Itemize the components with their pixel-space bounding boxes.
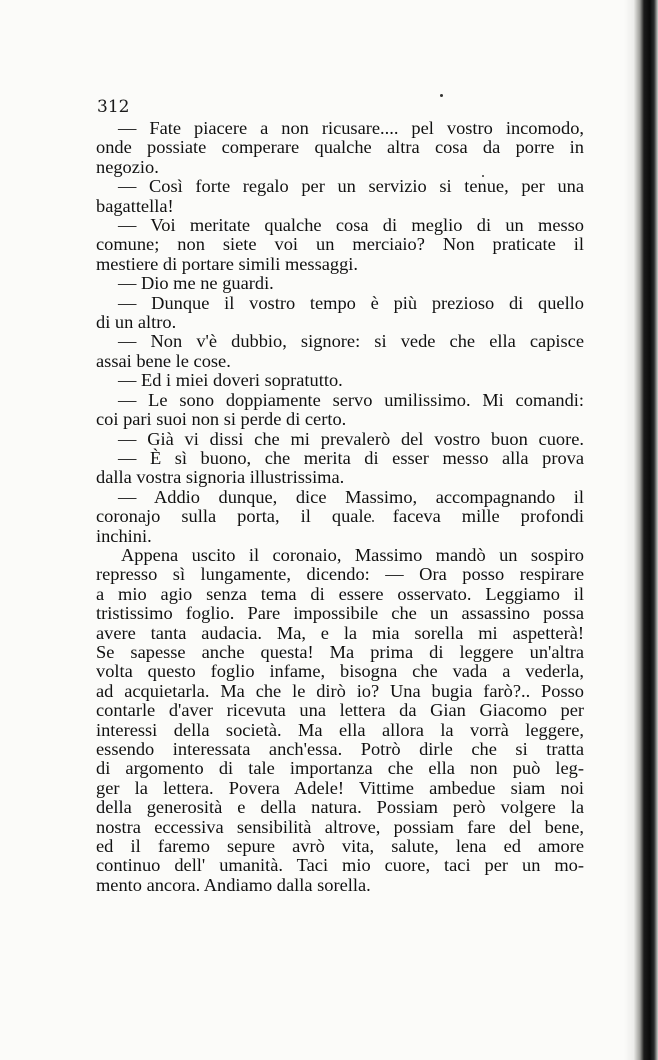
text-line: contarle d'aver ricevuta una lettera da Gian Giacomo per bbox=[96, 700, 584, 721]
text-line: — Già vi dissi che mi prevalerò del vostro buon cuore. bbox=[118, 428, 584, 449]
text-line: comune; non siete voi un merciaio? Non praticate il bbox=[96, 234, 584, 255]
text-line: — È sì buono, che merita di esser messo alla prova bbox=[118, 447, 584, 468]
text-line: — Non v'è dubbio, signore: si vede che ella capisce bbox=[118, 331, 584, 352]
page-number: 312 bbox=[97, 97, 130, 117]
text-line: coi pari suoi non si perde di certo. bbox=[96, 409, 347, 430]
text-line: mento ancora. Andiamo dalla sorella. bbox=[96, 874, 371, 895]
ink-speck bbox=[440, 94, 443, 97]
text-line: — Le sono doppiamente servo umilissimo. Mi comandi: bbox=[118, 389, 584, 410]
text-line: interessi della società. Ma ella allora la vorrà leggere, bbox=[96, 719, 584, 740]
text-line: a mio agio senza tema di essere osservato. Leggiamo il bbox=[96, 583, 584, 604]
text-line: di argomento di tale importanza che ella non può leg- bbox=[96, 758, 584, 779]
text-line: bagattella! bbox=[96, 195, 174, 216]
book-spine bbox=[634, 0, 658, 1060]
text-line: essendo interessata anch'essa. Potrò dirle che si tratta bbox=[96, 739, 584, 759]
text-line: onde possiate comperare qualche altra cosa da porre in bbox=[96, 137, 584, 158]
text-line: — Così forte regalo per un servizio si tenue, per una bbox=[118, 176, 584, 197]
text-line: inchini. bbox=[96, 525, 152, 546]
text-line: ed il faremo sepure avrò vita, salute, lena ed amore bbox=[96, 836, 584, 857]
text-line: ad acquietarla. Ma che le dirò io? Una bugia farò?.. Posso bbox=[96, 680, 584, 701]
text-line: — Fate piacere a non ricusare.... pel vostro incomodo, bbox=[118, 118, 584, 138]
text-line: — Dio me ne guardi. bbox=[118, 273, 274, 294]
text-line: — Addio dunque, dice Massimo, accompagnando il bbox=[118, 486, 584, 507]
text-line: — Dunque il vostro tempo è più prezioso di quello bbox=[118, 292, 584, 313]
binding-shadow bbox=[624, 0, 634, 1060]
text-line: — Ed i miei doveri sopratutto. bbox=[118, 370, 343, 391]
text-line: ger la lettera. Povera Adele! Vittime ambedue siam noi bbox=[96, 777, 584, 798]
text-line: tristissimo foglio. Pare impossibile che un assassino possa bbox=[96, 603, 584, 624]
body-text bbox=[96, 119, 584, 895]
text-line: di un altro. bbox=[96, 312, 177, 333]
text-line: assai bene le cose. bbox=[96, 350, 231, 371]
text-line: represso sì lungamente, dicendo: — Ora posso respirare bbox=[96, 564, 584, 585]
text-line: della generosità e della natura. Possiam però volgere la bbox=[96, 797, 584, 818]
text-line: avere tanta audacia. Ma, e la mia sorella mi aspetterà! bbox=[96, 622, 584, 643]
text-line: Se sapesse anche questa! Ma prima di leggere un'altra bbox=[96, 641, 584, 662]
text-line: coronajo sulla porta, il quale faceva mille profondi bbox=[96, 506, 584, 527]
text-line: nostra eccessiva sensibilità altrove, possiam fare del bene, bbox=[96, 816, 584, 837]
text-line: volta questo foglio infame, bisogna che vada a vederla, bbox=[96, 661, 584, 682]
text-line: continuo dell' umanità. Taci mio cuore, taci per un mo- bbox=[96, 855, 584, 876]
text-line: negozio. bbox=[96, 156, 159, 177]
text-line: mestiere di portare simili messaggi. bbox=[96, 253, 359, 274]
text-line: dalla vostra signoria illustrissima. bbox=[96, 467, 345, 488]
text-line: Appena uscito il coronaio, Massimo mandò un sospiro bbox=[121, 544, 584, 565]
text-line: — Voi meritate qualche cosa di meglio di un messo bbox=[118, 215, 584, 236]
